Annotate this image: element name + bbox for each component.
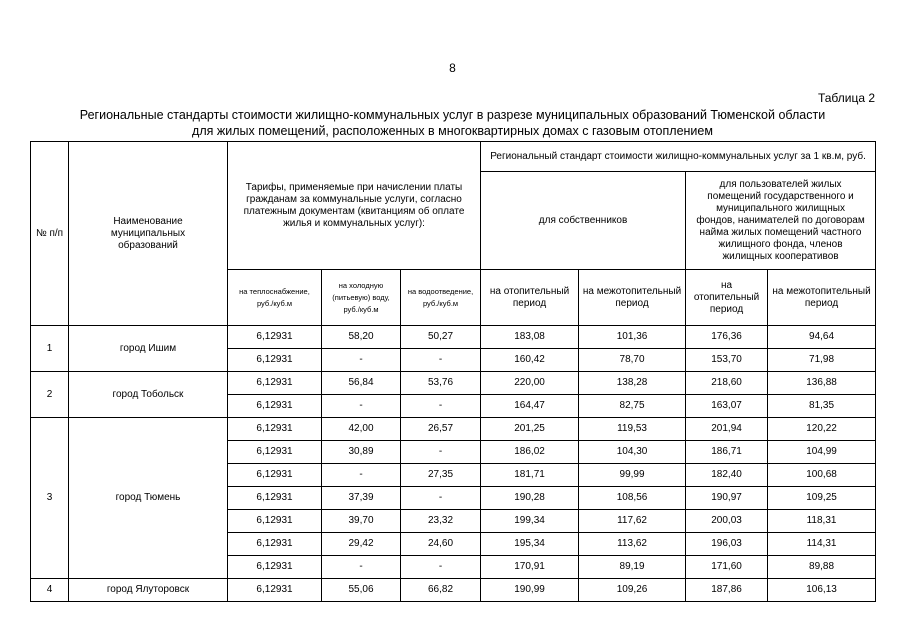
table-row <box>31 418 876 441</box>
table-cell: 201,25 <box>481 418 579 441</box>
table-cell: 181,71 <box>481 464 579 487</box>
table-cell: 186,71 <box>686 441 768 464</box>
header-owners-nonheating: на межотопительный период <box>579 270 686 326</box>
table-cell: 27,35 <box>401 464 481 487</box>
table-cell: 39,70 <box>322 510 401 533</box>
table-cell: 195,34 <box>481 533 579 556</box>
table-cell: 58,20 <box>322 326 401 349</box>
table-cell: 100,68 <box>768 464 876 487</box>
table-cell: 109,26 <box>579 579 686 602</box>
table-cell: 6,12931 <box>228 372 322 395</box>
table-cell: 37,39 <box>322 487 401 510</box>
table-cell: 118,31 <box>768 510 876 533</box>
table-cell: 6,12931 <box>228 510 322 533</box>
table-row <box>31 326 876 349</box>
table-cell: 187,86 <box>686 579 768 602</box>
table-cell: 171,60 <box>686 556 768 579</box>
municipality-name: город Тюмень <box>69 418 228 579</box>
table-cell: 81,35 <box>768 395 876 418</box>
table-body <box>31 326 876 602</box>
table-cell: - <box>401 556 481 579</box>
table-cell: 6,12931 <box>228 349 322 372</box>
table-cell: - <box>322 395 401 418</box>
table-cell: - <box>322 464 401 487</box>
table-cell: 24,60 <box>401 533 481 556</box>
header-drain: на водоотведение, руб./куб.м <box>401 270 481 326</box>
row-number: 3 <box>31 418 69 579</box>
table-cell: 53,76 <box>401 372 481 395</box>
table-cell: 6,12931 <box>228 395 322 418</box>
header-owners-heating: на отопительный период <box>481 270 579 326</box>
table-title <box>0 107 905 139</box>
tariff-table <box>30 141 876 602</box>
table-cell: 50,27 <box>401 326 481 349</box>
table-row <box>31 579 876 602</box>
table-cell: 117,62 <box>579 510 686 533</box>
table-cell: 153,70 <box>686 349 768 372</box>
table-cell: - <box>401 487 481 510</box>
table-cell: 56,84 <box>322 372 401 395</box>
table-cell: - <box>401 441 481 464</box>
table-cell: 6,12931 <box>228 418 322 441</box>
table-cell: 30,89 <box>322 441 401 464</box>
header-name: Наименование муниципальных образований <box>69 142 228 326</box>
table-cell: 182,40 <box>686 464 768 487</box>
table-cell: 136,88 <box>768 372 876 395</box>
table-cell: 104,30 <box>579 441 686 464</box>
title-line-1: Региональные стандарты стоимости жилищно-коммунальных услуг в разрезе муниципальных образований Тюменской области <box>79 108 826 122</box>
table-cell: 164,47 <box>481 395 579 418</box>
table-cell: 138,28 <box>579 372 686 395</box>
table-cell: 55,06 <box>322 579 401 602</box>
table-cell: 99,99 <box>579 464 686 487</box>
table-cell: 200,03 <box>686 510 768 533</box>
table-cell: - <box>322 556 401 579</box>
table-cell: 6,12931 <box>228 464 322 487</box>
table-cell: 201,94 <box>686 418 768 441</box>
table-cell: 190,99 <box>481 579 579 602</box>
table-cell: 104,99 <box>768 441 876 464</box>
municipality-name: город Тобольск <box>69 372 228 418</box>
table-cell: 82,75 <box>579 395 686 418</box>
table-header <box>31 142 876 326</box>
table-cell: 6,12931 <box>228 326 322 349</box>
table-cell: 94,64 <box>768 326 876 349</box>
header-users: для пользователей жилых помещений государственного и муниципального жилищных фондов, нанимателей по договорам найма жилых помещений частного жилищного фонда, членов жилищных кооперативов <box>686 172 876 270</box>
municipality-name: город Ялуторовск <box>69 579 228 602</box>
table-label: Таблица 2 <box>817 91 875 105</box>
table-cell: 71,98 <box>768 349 876 372</box>
table-cell: 119,53 <box>579 418 686 441</box>
table-cell: 6,12931 <box>228 441 322 464</box>
table-cell: 101,36 <box>579 326 686 349</box>
table-cell: 114,31 <box>768 533 876 556</box>
table-cell: 160,42 <box>481 349 579 372</box>
table-cell: 199,34 <box>481 510 579 533</box>
header-users-nonheating: на межотопительный период <box>768 270 876 326</box>
table-cell: 220,00 <box>481 372 579 395</box>
table-cell: 108,56 <box>579 487 686 510</box>
row-number: 2 <box>31 372 69 418</box>
table-cell: 6,12931 <box>228 579 322 602</box>
table-cell: 190,97 <box>686 487 768 510</box>
table-cell: 89,88 <box>768 556 876 579</box>
table-cell: 170,91 <box>481 556 579 579</box>
header-users-heating: на отопительный период <box>686 270 768 326</box>
table-cell: 176,36 <box>686 326 768 349</box>
table-cell: 89,19 <box>579 556 686 579</box>
header-tariffs: Тарифы, применяемые при начислении платы гражданам за коммунальные услуги, согласно платежным документам (квитанциям об оплате жилья и коммунальных услуг): <box>228 142 481 270</box>
title-line-2: для жилых помещений, расположенных в многоквартирных домах с газовым отоплением <box>192 124 713 138</box>
table-cell: 196,03 <box>686 533 768 556</box>
table-cell: 186,02 <box>481 441 579 464</box>
header-standard: Региональный стандарт стоимости жилищно-коммунальных услуг за 1 кв.м, руб. <box>481 142 876 172</box>
table-cell: 29,42 <box>322 533 401 556</box>
municipality-name: город Ишим <box>69 326 228 372</box>
table-cell: 120,22 <box>768 418 876 441</box>
table-cell: 109,25 <box>768 487 876 510</box>
table-cell: 78,70 <box>579 349 686 372</box>
row-number: 1 <box>31 326 69 372</box>
table-cell: 163,07 <box>686 395 768 418</box>
row-number: 4 <box>31 579 69 602</box>
table-cell: 218,60 <box>686 372 768 395</box>
table-cell: 113,62 <box>579 533 686 556</box>
table-cell: 42,00 <box>322 418 401 441</box>
header-heat: на теплоснабжение, руб./куб.м <box>228 270 322 326</box>
header-owners: для собственников <box>481 172 686 270</box>
page-number: 8 <box>449 61 456 75</box>
table-cell: 6,12931 <box>228 556 322 579</box>
header-num: № п/п <box>31 142 69 326</box>
table-cell: - <box>401 349 481 372</box>
table-cell: 6,12931 <box>228 533 322 556</box>
header-cold-water: на холодную (питьевую) воду, руб./куб.м <box>322 270 401 326</box>
table-cell: 183,08 <box>481 326 579 349</box>
table-cell: - <box>401 395 481 418</box>
table-cell: 26,57 <box>401 418 481 441</box>
table-cell: 23,32 <box>401 510 481 533</box>
table-cell: 6,12931 <box>228 487 322 510</box>
table-cell: 66,82 <box>401 579 481 602</box>
table-cell: - <box>322 349 401 372</box>
table-row <box>31 372 876 395</box>
table-cell: 190,28 <box>481 487 579 510</box>
table-cell: 106,13 <box>768 579 876 602</box>
